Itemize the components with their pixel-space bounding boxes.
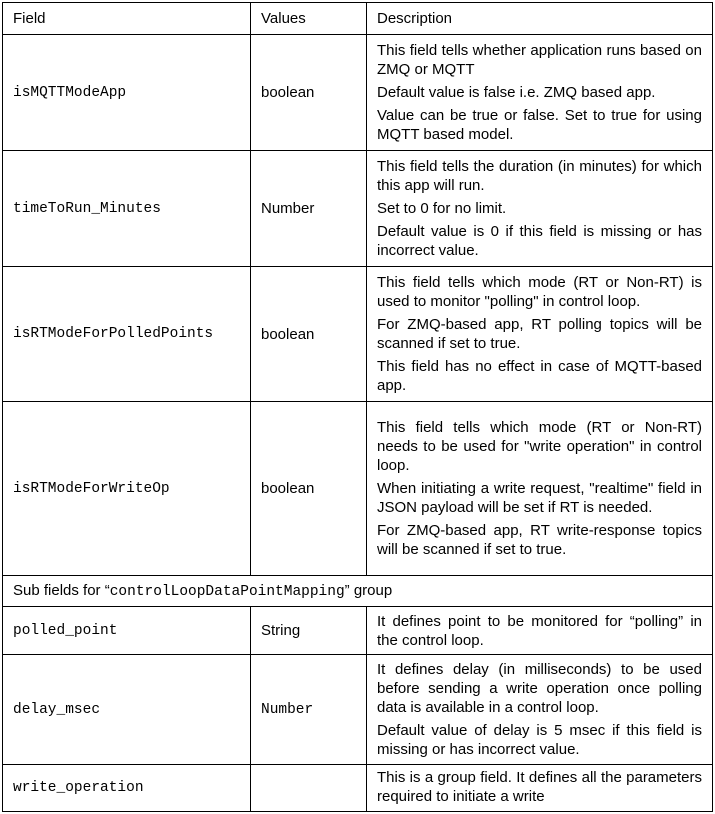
field-description: This field tells whether application runs based on ZMQ or MQTT Default value is false i.e. ZMQ based app. Value can be true or false. Set to true for using MQTT based model. — [367, 35, 713, 151]
group-row — [3, 576, 713, 607]
field-values: boolean — [251, 402, 367, 576]
field-description: This field tells the duration (in minutes) for which this app will run. Set to 0 for no limit. Default value is 0 if this field is missing or has incorrect value. — [367, 151, 713, 267]
field-name: polled_point — [3, 607, 251, 655]
field-name: timeToRun_Minutes — [3, 151, 251, 267]
header-field: Field — [3, 3, 251, 35]
table-row — [3, 607, 713, 655]
table-row — [3, 151, 713, 267]
group-heading: Sub fields for “controlLoopDataPointMapping” group — [3, 576, 713, 607]
header-description: Description — [367, 3, 713, 35]
field-name: isRTModeForWriteOp — [3, 402, 251, 576]
field-values: Number — [251, 151, 367, 267]
field-name: isRTModeForPolledPoints — [3, 267, 251, 402]
field-values: boolean — [251, 267, 367, 402]
field-spec-table — [2, 2, 713, 812]
field-values: String — [251, 607, 367, 655]
field-description: This field tells which mode (RT or Non-RT) is used to monitor "polling" in control loop. For ZMQ-based app, RT polling topics will be scanned if set to true. This field has no effect in case of MQTT-based app. — [367, 267, 713, 402]
field-description: It defines point to be monitored for “polling” in the control loop. — [367, 607, 713, 655]
table-row — [3, 35, 713, 151]
field-values: Number — [251, 655, 367, 765]
table-row — [3, 267, 713, 402]
clipped-description: This is a group field. It defines all the parameters required to initiate a write — [377, 769, 702, 805]
field-name: delay_msec — [3, 655, 251, 765]
field-values: boolean — [251, 35, 367, 151]
table-row — [3, 765, 713, 812]
header-values: Values — [251, 3, 367, 35]
field-description: It defines delay (in milliseconds) to be used before sending a write operation once polling data is available in a control loop. Default value of delay is 5 msec if this field is missing or has incorrect value. — [367, 655, 713, 765]
field-description — [367, 765, 713, 812]
field-description: This field tells which mode (RT or Non-RT) needs to be used for "write operation" in control loop. When initiating a write request, "realtime" field in JSON payload will be set if RT is needed. For ZMQ-based app, RT write-response topics will be scanned if set to true. — [367, 402, 713, 576]
table-row — [3, 402, 713, 576]
table-row — [3, 655, 713, 765]
field-name: isMQTTModeApp — [3, 35, 251, 151]
field-name: write_operation — [3, 765, 251, 812]
header-row — [3, 3, 713, 35]
field-values — [251, 765, 367, 812]
